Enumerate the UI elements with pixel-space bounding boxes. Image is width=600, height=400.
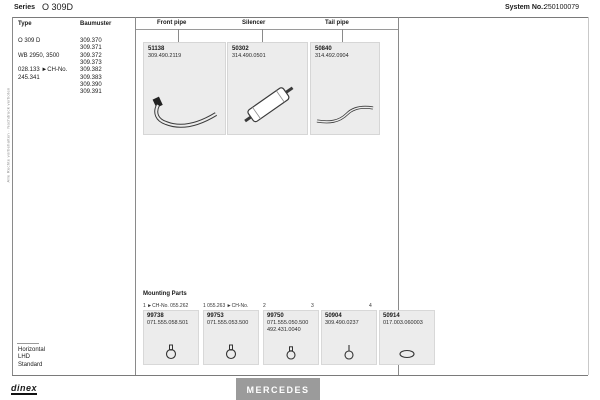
series-value: O 309D <box>42 2 74 12</box>
part-number: 99750 <box>267 313 284 319</box>
hanger-icon <box>342 344 356 360</box>
part-number: 50914 <box>383 313 400 319</box>
part-ref: 492.431.0040 <box>267 326 301 333</box>
mounting-part-box <box>321 310 377 365</box>
clamp-icon <box>224 344 238 360</box>
mounting-pos: 3 <box>311 303 314 309</box>
tail-pipe-header: Tail pipe <box>325 20 349 26</box>
mounting-pos: 1 ►CH-No. 055.262 <box>143 303 189 309</box>
silencer-icon <box>230 75 307 133</box>
header-rule <box>12 17 588 18</box>
part-ref: 309.490.2119 <box>148 53 182 59</box>
part-ref: 017.003.060003 <box>383 320 423 326</box>
system-no-value: 250100079 <box>544 4 580 11</box>
dinex-logo: dinex <box>11 383 38 393</box>
part-number: 99738 <box>147 313 164 319</box>
part-ref: 071.555.053.500 <box>207 320 249 326</box>
silencer-header: Silencer <box>242 20 266 26</box>
mounting-pos: 4 <box>369 303 372 309</box>
mounting-part-box <box>263 310 319 365</box>
baumuster-value: 309.373 <box>80 59 102 66</box>
mounting-part-box <box>379 310 435 365</box>
part-number: 50302 <box>232 46 249 52</box>
orientation-note: Horizontal <box>18 347 46 353</box>
system-no-label: System No.: <box>505 4 546 11</box>
leader-front-pipe <box>178 29 179 42</box>
clamp-icon <box>284 346 298 360</box>
panel-divider <box>135 17 136 375</box>
mounting-pos: 1 055.263 ►CH-No. <box>203 303 249 309</box>
baumuster-value: 309.371 <box>80 45 102 52</box>
part-ref: 071.555.050.500 <box>267 320 309 326</box>
baumuster-value: 309.382 <box>80 67 102 74</box>
mounting-part-box <box>203 310 259 365</box>
type-header: Type <box>18 21 32 27</box>
baumuster-value: 309.370 <box>80 38 102 44</box>
part-ref: 309.490.0237 <box>325 320 359 326</box>
baumuster-value: 309.391 <box>80 89 102 96</box>
type-row: O 309 D <box>18 38 41 44</box>
type-row: WB 2950, 3500 <box>18 52 60 59</box>
right-border <box>588 17 589 375</box>
part-number: 99753 <box>207 313 224 319</box>
vertical-edge-note: Alle Rechte vorbehalten · Nachdruck verboten <box>5 87 11 183</box>
mounting-pos: 2 <box>263 303 266 309</box>
front-pipe-part-box <box>143 42 226 135</box>
mounting-parts-title: Mounting Parts <box>143 291 187 297</box>
baumuster-value: 309.390 <box>80 81 102 88</box>
tail-pipe-part-box <box>310 42 380 135</box>
front-pipe-header: Front pipe <box>157 20 187 26</box>
part-number: 51138 <box>148 46 165 52</box>
baumuster-value: 309.383 <box>80 74 102 81</box>
subheader-rule <box>135 29 398 30</box>
baumuster-header: Baumuster <box>80 21 112 27</box>
part-ref: 314.492.0904 <box>315 53 349 59</box>
clamp-icon <box>164 344 178 360</box>
variant-note: Standard <box>18 361 43 368</box>
part-number: 50840 <box>315 46 332 52</box>
panel-footer-rule <box>17 343 39 344</box>
part-ref: 071.555.058.501 <box>147 320 189 326</box>
mercedes-badge: MERCEDES <box>236 378 320 400</box>
part-number: 50904 <box>325 313 342 319</box>
steering-note: LHD <box>18 354 31 361</box>
silencer-part-box <box>227 42 308 135</box>
front-pipe-icon <box>146 83 225 133</box>
leader-tail-pipe <box>342 29 343 42</box>
part-ref: 314.490.0501 <box>232 53 266 59</box>
mounting-part-box <box>143 310 199 365</box>
baumuster-value: 309.372 <box>80 52 102 59</box>
tail-pipe-icon <box>313 87 379 131</box>
leader-silencer <box>262 29 263 42</box>
type-row: 245.341 <box>18 74 40 81</box>
series-label: Series <box>14 4 36 11</box>
footer-rule <box>12 375 588 376</box>
left-border <box>12 17 13 375</box>
gasket-icon <box>398 348 416 360</box>
type-row: 028.133 ►CH-No. <box>18 67 68 74</box>
